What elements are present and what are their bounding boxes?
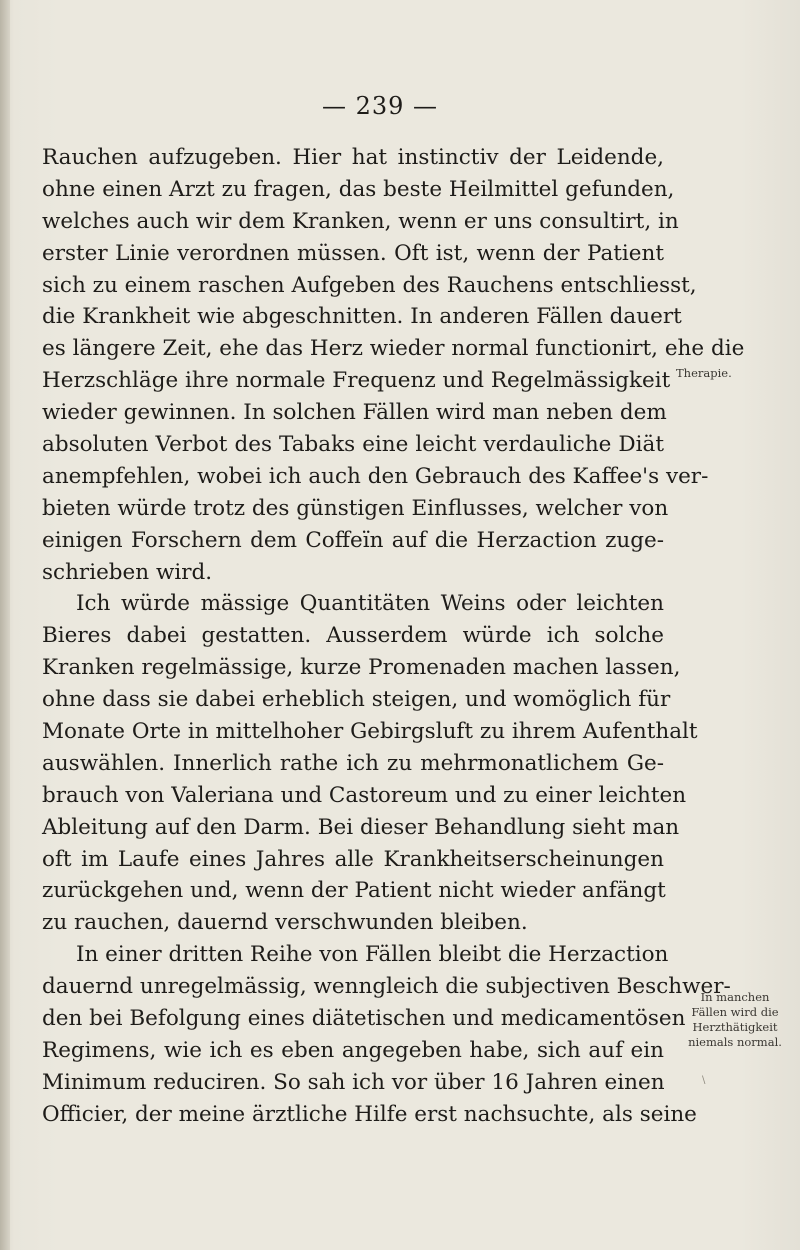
text-line: Kranken regelmässige, kurze Promenaden machen lassen, (42, 655, 681, 681)
text-line: absoluten Verbot des Tabaks eine leicht verdauliche Diät (42, 432, 664, 458)
text-line: Officier, der meine ärztliche Hilfe erst nachsuchte, als seine (42, 1101, 697, 1127)
margin-note-manchen (676, 990, 794, 1050)
text-line: bieten würde trotz des günstigen Einflusses, welcher von (42, 495, 669, 521)
text-line: die Krankheit wie abgeschnitten. In anderen Fällen dauert (42, 304, 682, 330)
text-line: zu rauchen, dauernd verschwunden bleiben. (42, 910, 528, 936)
text-line: Minimum reduciren. So sah ich vor über 16 Jahren einen (42, 1069, 665, 1095)
print-speck: \ (702, 1075, 706, 1086)
text-line: den bei Befolgung eines diätetischen und medicamentösen (42, 1006, 686, 1032)
margin-note-line: niemals normal. (688, 1035, 782, 1049)
text-line: auswählen. Innerlich rathe ich zu mehrmonatlichem Ge- (42, 750, 664, 776)
text-line: oft im Laufe eines Jahres alle Krankheitserscheinungen (42, 846, 664, 872)
text-line: ohne dass sie dabei erheblich steigen, und womöglich für (42, 687, 671, 713)
text-line: zurückgehen und, wenn der Patient nicht wieder anfängt (42, 878, 666, 904)
text-line: Regimens, wie ich es eben angegeben habe, sich auf ein (42, 1037, 664, 1063)
text-line: es längere Zeit, ehe das Herz wieder normal functionirt, ehe die (42, 336, 745, 362)
text-line: In einer dritten Reihe von Fällen bleibt die Herzaction (76, 942, 669, 968)
text-line: anempfehlen, wobei ich auch den Gebrauch des Kaffee's ver- (42, 463, 709, 489)
text-line: Ich würde mässige Quantitäten Weins oder leichten (76, 591, 664, 617)
text-line: Rauchen aufzugeben. Hier hat instinctiv der Leidende, (42, 145, 664, 170)
page-number: — 239 — (321, 92, 439, 120)
text-line: welches auch wir dem Kranken, wenn er uns consultirt, in (42, 208, 679, 234)
margin-note-line: Fällen wird die (691, 1005, 779, 1019)
margin-note-therapie: Therapie. (676, 366, 732, 380)
text-line: einigen Forschern dem Coffeïn auf die Herzaction zuge- (42, 527, 664, 553)
margin-note-line: In manchen (700, 990, 770, 1004)
text-line: dauernd unregelmässig, wenngleich die subjectiven Beschwer- (42, 974, 731, 1000)
text-line: Ableitung auf den Darm. Bei dieser Behandlung sieht man (42, 814, 680, 840)
text-line: schrieben wird. (42, 559, 213, 585)
text-line: brauch von Valeriana und Castoreum und zu einer leichten (42, 782, 687, 808)
page-spine-shadow (0, 0, 10, 1250)
text-line: Monate Orte in mittelhoher Gebirgsluft zu ihrem Aufenthalt (42, 719, 698, 745)
text-line: Bieres dabei gestatten. Ausserdem würde ich solche (42, 623, 664, 649)
text-line: erster Linie verordnen müssen. Oft ist, wenn der Patient (42, 240, 664, 266)
text-line: Herzschläge ihre normale Frequenz und Regelmässigkeit (42, 368, 671, 394)
text-line: wieder gewinnen. In solchen Fällen wird man neben dem (42, 400, 667, 426)
text-line: sich zu einem raschen Aufgeben des Rauchens entschliesst, (42, 272, 697, 298)
text-line: ohne einen Arzt zu fragen, das beste Heilmittel gefunden, (42, 176, 675, 202)
margin-note-line: Herzthätigkeit (692, 1020, 778, 1034)
